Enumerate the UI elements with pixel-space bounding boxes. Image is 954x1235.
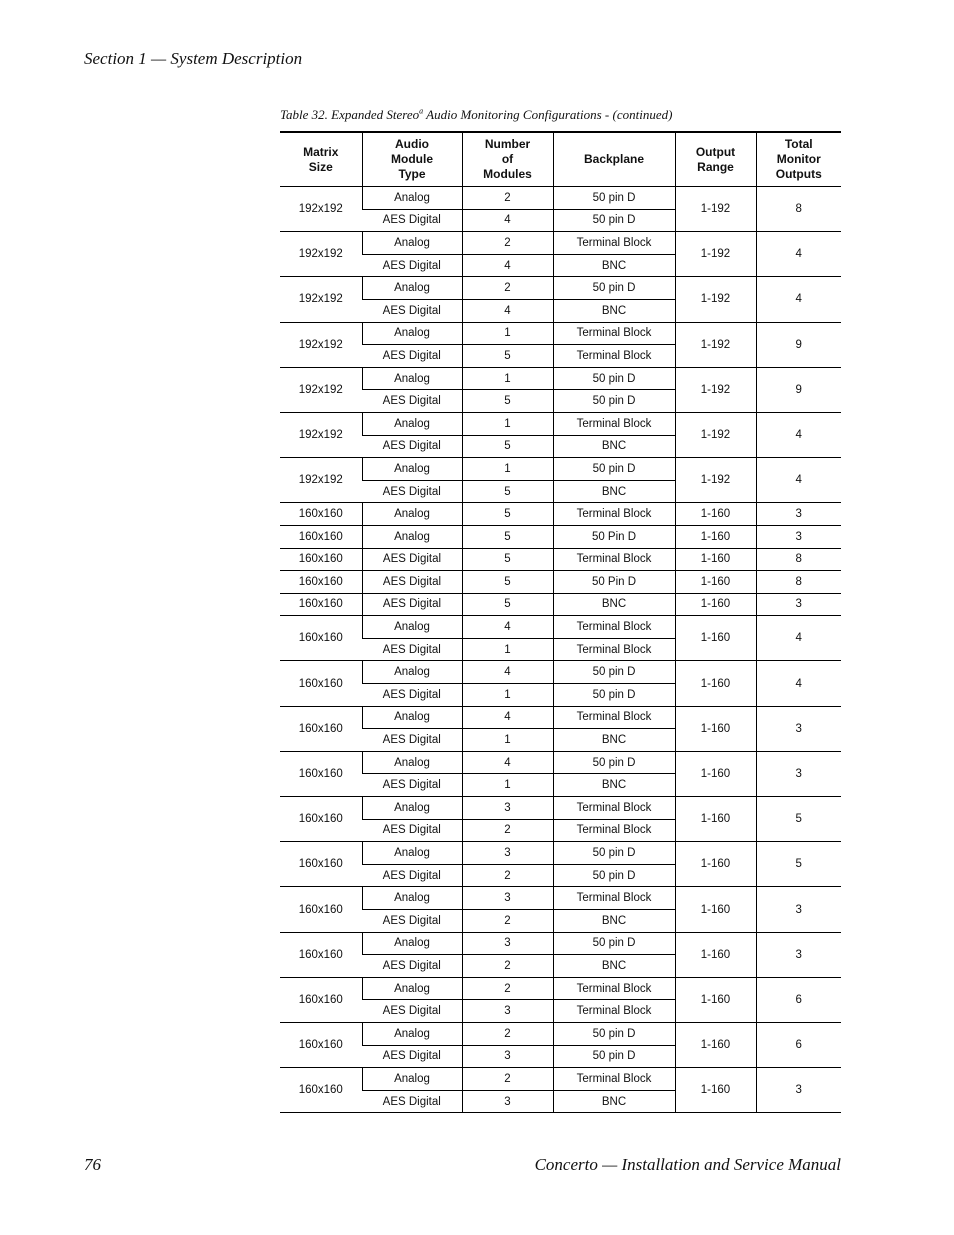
- cell-output-range: 1-160: [675, 842, 756, 887]
- cell-module-count: 3: [462, 1090, 553, 1113]
- table-row: [280, 593, 841, 616]
- cell-total-outputs: 5: [756, 797, 841, 842]
- cell-backplane: 50 pin D: [553, 187, 675, 210]
- cell-output-range: 1-160: [675, 797, 756, 842]
- cell-backplane: BNC: [553, 729, 675, 752]
- cell-module-count: 1: [462, 322, 553, 345]
- cell-matrix-size: 160x160: [280, 887, 362, 932]
- cell-module-type: Analog: [362, 367, 462, 390]
- cell-total-outputs: 9: [756, 367, 841, 412]
- table-row: [280, 571, 841, 594]
- cell-matrix-size: 160x160: [280, 525, 362, 548]
- table-row: [280, 887, 841, 910]
- cell-output-range: 1-160: [675, 1022, 756, 1067]
- cell-module-type: Analog: [362, 412, 462, 435]
- cell-module-count: 3: [462, 842, 553, 865]
- table-row: [280, 932, 841, 955]
- cell-output-range: 1-160: [675, 525, 756, 548]
- cell-backplane: BNC: [553, 480, 675, 503]
- cell-module-type: AES Digital: [362, 684, 462, 707]
- table-row: [280, 412, 841, 435]
- cell-backplane: Terminal Block: [553, 887, 675, 910]
- cell-total-outputs: 8: [756, 571, 841, 594]
- cell-matrix-size: 160x160: [280, 661, 362, 706]
- cell-backplane: Terminal Block: [553, 412, 675, 435]
- table-row: [280, 706, 841, 729]
- cell-module-count: 2: [462, 864, 553, 887]
- cell-module-count: 2: [462, 277, 553, 300]
- cell-module-type: Analog: [362, 887, 462, 910]
- cell-module-type: Analog: [362, 1068, 462, 1091]
- cell-total-outputs: 3: [756, 593, 841, 616]
- cell-backplane: BNC: [553, 1090, 675, 1113]
- cell-output-range: 1-192: [675, 322, 756, 367]
- cell-module-type: Analog: [362, 525, 462, 548]
- cell-module-type: AES Digital: [362, 548, 462, 571]
- table-row: [280, 842, 841, 865]
- cell-module-type: Analog: [362, 661, 462, 684]
- cell-module-type: AES Digital: [362, 435, 462, 458]
- cell-matrix-size: 160x160: [280, 842, 362, 887]
- cell-module-count: 4: [462, 299, 553, 322]
- table-row: [280, 1068, 841, 1091]
- cell-backplane: BNC: [553, 299, 675, 322]
- cell-matrix-size: 192x192: [280, 232, 362, 277]
- cell-backplane: 50 pin D: [553, 367, 675, 390]
- cell-module-type: AES Digital: [362, 571, 462, 594]
- cell-backplane: Terminal Block: [553, 1068, 675, 1091]
- cell-module-count: 4: [462, 209, 553, 232]
- cell-backplane: 50 pin D: [553, 864, 675, 887]
- cell-output-range: 1-192: [675, 367, 756, 412]
- cell-output-range: 1-160: [675, 616, 756, 661]
- cell-module-count: 4: [462, 751, 553, 774]
- cell-backplane: 50 pin D: [553, 390, 675, 413]
- cell-backplane: 50 pin D: [553, 458, 675, 481]
- cell-total-outputs: 5: [756, 842, 841, 887]
- table-row: [280, 525, 841, 548]
- page-number: 76: [84, 1155, 101, 1174]
- cell-output-range: 1-160: [675, 503, 756, 526]
- table-row: [280, 616, 841, 639]
- cell-module-type: Analog: [362, 797, 462, 820]
- header-total-monitor-outputs: Total Monitor Outputs: [756, 132, 841, 187]
- cell-output-range: 1-160: [675, 977, 756, 1022]
- cell-module-count: 2: [462, 977, 553, 1000]
- cell-backplane: Terminal Block: [553, 797, 675, 820]
- cell-module-count: 3: [462, 797, 553, 820]
- cell-module-count: 5: [462, 390, 553, 413]
- cell-total-outputs: 3: [756, 887, 841, 932]
- cell-total-outputs: 3: [756, 503, 841, 526]
- cell-total-outputs: 4: [756, 616, 841, 661]
- cell-module-count: 2: [462, 910, 553, 933]
- cell-module-type: AES Digital: [362, 864, 462, 887]
- cell-module-type: Analog: [362, 977, 462, 1000]
- cell-backplane: Terminal Block: [553, 616, 675, 639]
- cell-module-count: 5: [462, 345, 553, 368]
- table-body: [280, 187, 841, 1113]
- cell-backplane: BNC: [553, 774, 675, 797]
- cell-matrix-size: 160x160: [280, 751, 362, 796]
- cell-module-count: 5: [462, 593, 553, 616]
- caption-footnote-marker: a: [419, 106, 424, 116]
- cell-module-type: Analog: [362, 932, 462, 955]
- cell-backplane: Terminal Block: [553, 322, 675, 345]
- cell-output-range: 1-160: [675, 932, 756, 977]
- cell-module-count: 3: [462, 1045, 553, 1068]
- cell-backplane: Terminal Block: [553, 232, 675, 255]
- cell-module-type: AES Digital: [362, 774, 462, 797]
- cell-module-type: AES Digital: [362, 480, 462, 503]
- cell-module-type: AES Digital: [362, 955, 462, 978]
- table-row: [280, 277, 841, 300]
- header-matrix-size: Matrix Size: [280, 132, 362, 187]
- cell-module-type: Analog: [362, 751, 462, 774]
- cell-total-outputs: 3: [756, 751, 841, 796]
- cell-matrix-size: 192x192: [280, 458, 362, 503]
- cell-backplane: 50 pin D: [553, 932, 675, 955]
- cell-backplane: Terminal Block: [553, 345, 675, 368]
- table-caption: [280, 107, 672, 123]
- section-header: Section 1 — System Description: [84, 49, 303, 68]
- cell-matrix-size: 192x192: [280, 412, 362, 457]
- table-row: [280, 661, 841, 684]
- table-header-row: [280, 132, 841, 187]
- configurations-table-container: [280, 131, 841, 1113]
- cell-output-range: 1-160: [675, 1068, 756, 1113]
- cell-module-type: Analog: [362, 277, 462, 300]
- cell-backplane: Terminal Block: [553, 503, 675, 526]
- cell-output-range: 1-160: [675, 887, 756, 932]
- cell-module-count: 5: [462, 571, 553, 594]
- cell-total-outputs: 4: [756, 412, 841, 457]
- table-row: [280, 322, 841, 345]
- cell-backplane: 50 pin D: [553, 751, 675, 774]
- cell-module-type: AES Digital: [362, 345, 462, 368]
- cell-module-count: 4: [462, 661, 553, 684]
- cell-total-outputs: 3: [756, 706, 841, 751]
- cell-matrix-size: 192x192: [280, 367, 362, 412]
- cell-backplane: Terminal Block: [553, 977, 675, 1000]
- manual-title: Concerto — Installation and Service Manual: [534, 1155, 841, 1174]
- cell-module-type: AES Digital: [362, 910, 462, 933]
- cell-backplane: 50 pin D: [553, 209, 675, 232]
- cell-total-outputs: 3: [756, 932, 841, 977]
- table-row: [280, 367, 841, 390]
- cell-module-count: 1: [462, 774, 553, 797]
- cell-module-type: AES Digital: [362, 390, 462, 413]
- header-number-of-modules: Number of Modules: [462, 132, 553, 187]
- cell-total-outputs: 8: [756, 548, 841, 571]
- cell-matrix-size: 192x192: [280, 187, 362, 232]
- cell-backplane: BNC: [553, 955, 675, 978]
- cell-module-type: Analog: [362, 616, 462, 639]
- cell-output-range: 1-192: [675, 277, 756, 322]
- cell-module-type: AES Digital: [362, 299, 462, 322]
- configurations-table: [280, 131, 841, 1113]
- cell-matrix-size: 160x160: [280, 932, 362, 977]
- cell-backplane: BNC: [553, 910, 675, 933]
- cell-module-type: AES Digital: [362, 209, 462, 232]
- cell-module-type: AES Digital: [362, 1090, 462, 1113]
- cell-module-type: AES Digital: [362, 254, 462, 277]
- cell-module-type: AES Digital: [362, 819, 462, 842]
- cell-module-count: 4: [462, 616, 553, 639]
- cell-total-outputs: 6: [756, 977, 841, 1022]
- cell-backplane: Terminal Block: [553, 819, 675, 842]
- cell-module-type: AES Digital: [362, 729, 462, 752]
- cell-module-count: 4: [462, 254, 553, 277]
- cell-output-range: 1-160: [675, 751, 756, 796]
- cell-module-type: Analog: [362, 706, 462, 729]
- cell-module-type: Analog: [362, 322, 462, 345]
- table-row: [280, 797, 841, 820]
- cell-module-type: Analog: [362, 842, 462, 865]
- cell-backplane: 50 Pin D: [553, 525, 675, 548]
- cell-total-outputs: 4: [756, 458, 841, 503]
- cell-backplane: 50 pin D: [553, 1045, 675, 1068]
- cell-module-count: 1: [462, 458, 553, 481]
- cell-output-range: 1-160: [675, 661, 756, 706]
- table-row: [280, 503, 841, 526]
- cell-module-count: 5: [462, 435, 553, 458]
- cell-module-type: Analog: [362, 232, 462, 255]
- cell-matrix-size: 160x160: [280, 593, 362, 616]
- cell-module-count: 2: [462, 187, 553, 210]
- cell-backplane: 50 pin D: [553, 684, 675, 707]
- cell-backplane: Terminal Block: [553, 548, 675, 571]
- table-row: [280, 751, 841, 774]
- cell-backplane: BNC: [553, 593, 675, 616]
- cell-backplane: Terminal Block: [553, 638, 675, 661]
- cell-module-count: 1: [462, 638, 553, 661]
- cell-module-count: 3: [462, 932, 553, 955]
- cell-output-range: 1-160: [675, 571, 756, 594]
- cell-matrix-size: 160x160: [280, 706, 362, 751]
- cell-module-type: AES Digital: [362, 1000, 462, 1023]
- cell-module-type: AES Digital: [362, 638, 462, 661]
- cell-module-count: 2: [462, 1068, 553, 1091]
- cell-module-count: 5: [462, 503, 553, 526]
- cell-module-count: 1: [462, 684, 553, 707]
- cell-total-outputs: 3: [756, 1068, 841, 1113]
- cell-total-outputs: 8: [756, 187, 841, 232]
- table-row: [280, 458, 841, 481]
- cell-module-count: 5: [462, 548, 553, 571]
- cell-matrix-size: 160x160: [280, 1068, 362, 1113]
- cell-module-count: 5: [462, 525, 553, 548]
- cell-backplane: 50 pin D: [553, 277, 675, 300]
- header-audio-module-type: Audio Module Type: [362, 132, 462, 187]
- table-row: [280, 187, 841, 210]
- table-row: [280, 232, 841, 255]
- cell-total-outputs: 9: [756, 322, 841, 367]
- caption-suffix: Audio Monitoring Configurations - (continued): [423, 107, 673, 122]
- cell-backplane: Terminal Block: [553, 706, 675, 729]
- cell-total-outputs: 4: [756, 661, 841, 706]
- cell-backplane: 50 Pin D: [553, 571, 675, 594]
- cell-module-count: 2: [462, 232, 553, 255]
- cell-module-count: 2: [462, 819, 553, 842]
- cell-matrix-size: 192x192: [280, 322, 362, 367]
- cell-module-count: 1: [462, 729, 553, 752]
- cell-total-outputs: 6: [756, 1022, 841, 1067]
- cell-module-count: 1: [462, 412, 553, 435]
- cell-module-count: 2: [462, 955, 553, 978]
- cell-module-count: 5: [462, 480, 553, 503]
- caption-prefix: Table 32. Expanded Stereo: [280, 107, 420, 122]
- header-backplane: Backplane: [553, 132, 675, 187]
- cell-backplane: 50 pin D: [553, 842, 675, 865]
- cell-matrix-size: 160x160: [280, 1022, 362, 1067]
- table-row: [280, 1022, 841, 1045]
- cell-module-count: 4: [462, 706, 553, 729]
- table-row: [280, 977, 841, 1000]
- cell-matrix-size: 160x160: [280, 616, 362, 661]
- cell-matrix-size: 160x160: [280, 503, 362, 526]
- cell-output-range: 1-160: [675, 548, 756, 571]
- cell-total-outputs: 3: [756, 525, 841, 548]
- cell-module-count: 1: [462, 367, 553, 390]
- cell-module-count: 2: [462, 1022, 553, 1045]
- cell-output-range: 1-160: [675, 706, 756, 751]
- cell-backplane: 50 pin D: [553, 661, 675, 684]
- cell-backplane: Terminal Block: [553, 1000, 675, 1023]
- cell-module-type: AES Digital: [362, 1045, 462, 1068]
- cell-total-outputs: 4: [756, 277, 841, 322]
- cell-matrix-size: 160x160: [280, 977, 362, 1022]
- cell-module-type: Analog: [362, 503, 462, 526]
- cell-output-range: 1-192: [675, 412, 756, 457]
- cell-matrix-size: 160x160: [280, 797, 362, 842]
- cell-backplane: BNC: [553, 435, 675, 458]
- cell-module-type: AES Digital: [362, 593, 462, 616]
- cell-backplane: BNC: [553, 254, 675, 277]
- cell-backplane: 50 pin D: [553, 1022, 675, 1045]
- cell-module-count: 3: [462, 887, 553, 910]
- cell-output-range: 1-160: [675, 593, 756, 616]
- cell-output-range: 1-192: [675, 232, 756, 277]
- cell-module-type: Analog: [362, 187, 462, 210]
- cell-output-range: 1-192: [675, 187, 756, 232]
- header-output-range: Output Range: [675, 132, 756, 187]
- cell-output-range: 1-192: [675, 458, 756, 503]
- cell-module-count: 3: [462, 1000, 553, 1023]
- cell-matrix-size: 192x192: [280, 277, 362, 322]
- cell-module-type: Analog: [362, 1022, 462, 1045]
- cell-module-type: Analog: [362, 458, 462, 481]
- cell-total-outputs: 4: [756, 232, 841, 277]
- cell-matrix-size: 160x160: [280, 571, 362, 594]
- table-row: [280, 548, 841, 571]
- cell-matrix-size: 160x160: [280, 548, 362, 571]
